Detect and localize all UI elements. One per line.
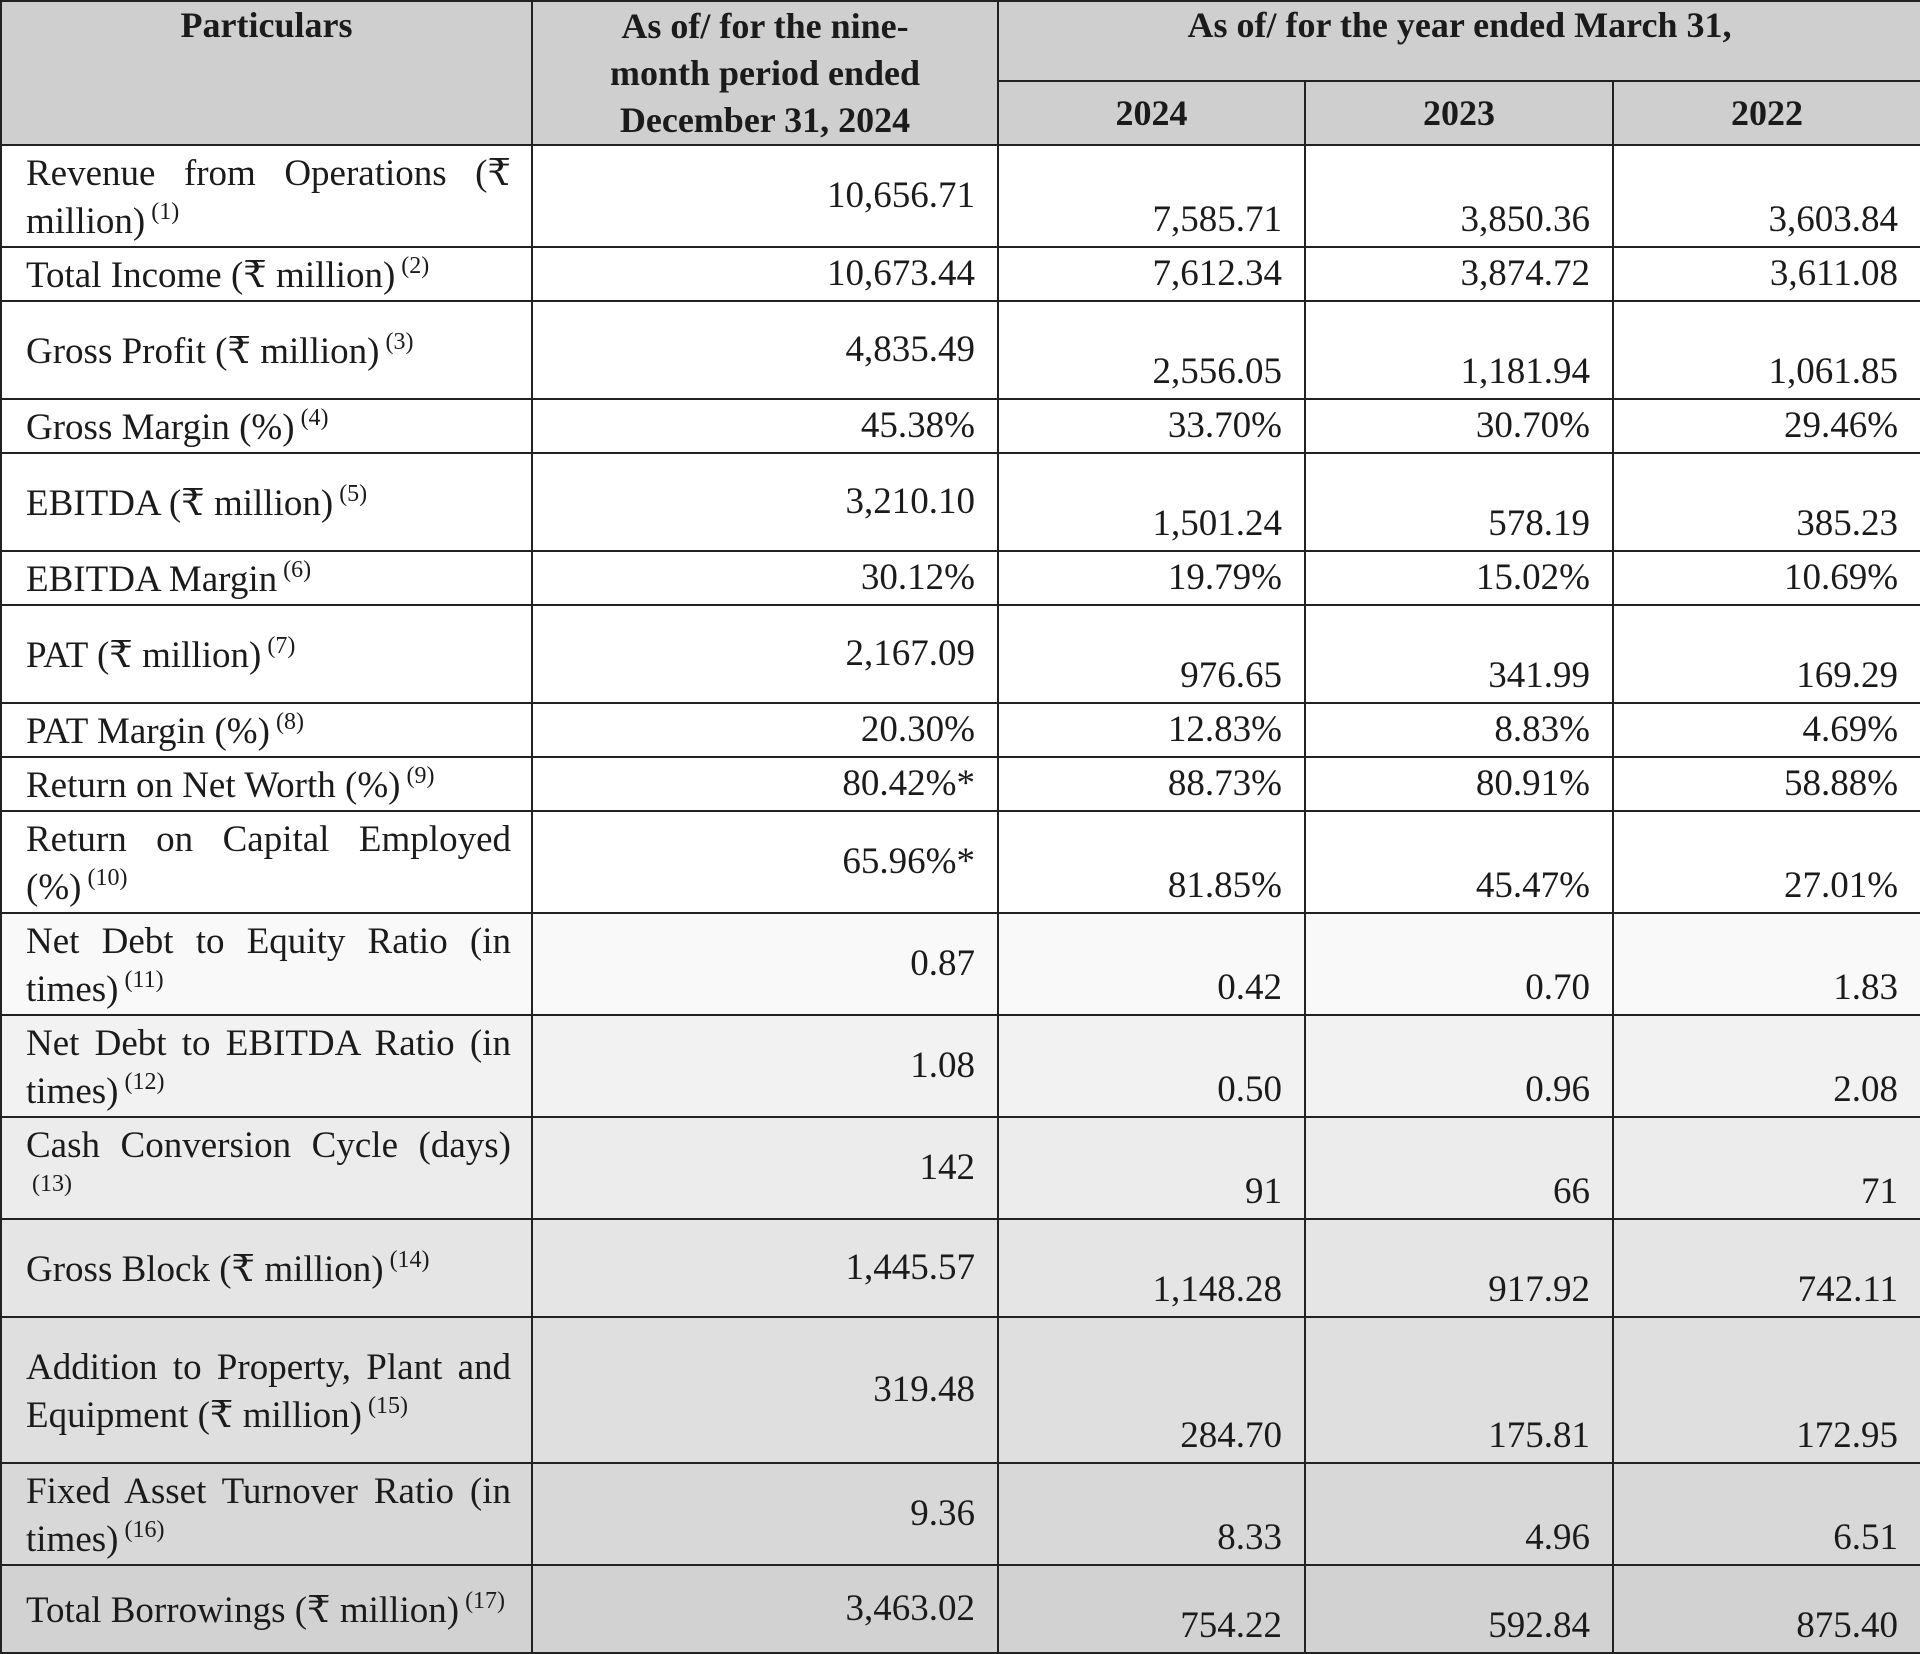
value-year-2022: 742.11 [1613, 1219, 1920, 1317]
footnote-marker: (4) [300, 405, 329, 431]
value-nine-month: 1.08 [532, 1015, 998, 1117]
table-row [1, 145, 1920, 247]
value-year-2024: 7,585.71 [998, 145, 1305, 247]
value-year-2024: 7,612.34 [998, 247, 1305, 301]
row-label-text: Addition to Property, Plant and Equipment (₹ million) [26, 1347, 511, 1436]
header-year-2023: 2023 [1305, 81, 1613, 145]
row-label-text: Total Income (₹ million) [26, 255, 396, 296]
row-label-text: Gross Profit (₹ million) [26, 331, 380, 372]
row-label-text: EBITDA Margin [26, 559, 278, 600]
value-year-2022: 27.01% [1613, 811, 1920, 913]
footnote-marker: (2) [401, 253, 430, 279]
value-year-2024: 8.33 [998, 1463, 1305, 1565]
value-nine-month: 1,445.57 [532, 1219, 998, 1317]
footnote-marker: (10) [87, 865, 128, 891]
footnote-marker: (8) [275, 709, 304, 735]
value-year-2023: 578.19 [1305, 453, 1613, 551]
value-year-2024: 33.70% [998, 399, 1305, 453]
table-row [1, 301, 1920, 399]
table-row [1, 453, 1920, 551]
value-year-2022: 71 [1613, 1117, 1920, 1219]
value-nine-month: 3,463.02 [532, 1565, 998, 1653]
row-label [1, 757, 532, 811]
value-nine-month: 10,673.44 [532, 247, 998, 301]
row-label-text: Cash Conversion Cycle (days) [26, 1125, 511, 1166]
row-label [1, 453, 532, 551]
footnote-marker: (13) [32, 1171, 72, 1197]
value-nine-month: 80.42%* [532, 757, 998, 811]
value-year-2022: 385.23 [1613, 453, 1920, 551]
row-label [1, 811, 532, 913]
value-year-2023: 175.81 [1305, 1317, 1613, 1463]
value-year-2022: 29.46% [1613, 399, 1920, 453]
value-year-2023: 1,181.94 [1305, 301, 1613, 399]
table-row [1, 1317, 1920, 1463]
value-nine-month: 20.30% [532, 703, 998, 757]
value-nine-month: 2,167.09 [532, 605, 998, 703]
value-year-2024: 2,556.05 [998, 301, 1305, 399]
row-label [1, 399, 532, 453]
value-year-2022: 4.69% [1613, 703, 1920, 757]
footnote-marker: (14) [389, 1247, 430, 1273]
value-year-2023: 0.70 [1305, 913, 1613, 1015]
row-label [1, 551, 532, 605]
value-year-2024: 0.50 [998, 1015, 1305, 1117]
row-label [1, 145, 532, 247]
value-year-2024: 284.70 [998, 1317, 1305, 1463]
value-nine-month: 3,210.10 [532, 453, 998, 551]
value-nine-month: 30.12% [532, 551, 998, 605]
row-label-text: Return on Capital Employed (%) [26, 819, 511, 908]
table-row [1, 1463, 1920, 1565]
value-year-2022: 1.83 [1613, 913, 1920, 1015]
value-year-2023: 80.91% [1305, 757, 1613, 811]
footnote-marker: (17) [465, 1588, 506, 1614]
value-year-2023: 917.92 [1305, 1219, 1613, 1317]
row-label-text: Revenue from Operations (₹ million) [26, 153, 511, 242]
value-year-2024: 19.79% [998, 551, 1305, 605]
value-year-2022: 10.69% [1613, 551, 1920, 605]
value-year-2023: 3,874.72 [1305, 247, 1613, 301]
value-year-2024: 12.83% [998, 703, 1305, 757]
value-year-2022: 172.95 [1613, 1317, 1920, 1463]
table-row [1, 1015, 1920, 1117]
row-label-text: Fixed Asset Turnover Ratio (in times) [26, 1471, 511, 1560]
row-label-text: EBITDA (₹ million) [26, 483, 334, 524]
value-year-2023: 45.47% [1305, 811, 1613, 913]
value-year-2024: 1,148.28 [998, 1219, 1305, 1317]
table-row [1, 703, 1920, 757]
value-year-2022: 875.40 [1613, 1565, 1920, 1653]
header-nine-month-period: As of/ for the nine-month period ended December 31, 2024 [532, 1, 998, 145]
row-label-text: PAT Margin (%) [26, 711, 270, 752]
value-year-2024: 754.22 [998, 1565, 1305, 1653]
header-year-2024: 2024 [998, 81, 1305, 145]
value-nine-month: 142 [532, 1117, 998, 1219]
table-row [1, 913, 1920, 1015]
table-row [1, 1565, 1920, 1653]
header-year-group: As of/ for the year ended March 31, [998, 1, 1920, 81]
footnote-marker: (12) [124, 1069, 165, 1095]
value-year-2023: 3,850.36 [1305, 145, 1613, 247]
value-year-2024: 81.85% [998, 811, 1305, 913]
footnote-marker: (11) [124, 967, 164, 993]
value-year-2024: 976.65 [998, 605, 1305, 703]
footnote-marker: (15) [367, 1393, 408, 1419]
value-nine-month: 9.36 [532, 1463, 998, 1565]
value-year-2022: 58.88% [1613, 757, 1920, 811]
footnote-marker: (5) [339, 481, 368, 507]
table-row [1, 1117, 1920, 1219]
value-year-2022: 3,603.84 [1613, 145, 1920, 247]
table-row [1, 399, 1920, 453]
table-body [1, 145, 1920, 1653]
row-label [1, 605, 532, 703]
value-nine-month: 0.87 [532, 913, 998, 1015]
value-year-2022: 6.51 [1613, 1463, 1920, 1565]
value-year-2023: 341.99 [1305, 605, 1613, 703]
value-nine-month: 4,835.49 [532, 301, 998, 399]
value-nine-month: 319.48 [532, 1317, 998, 1463]
footnote-marker: (7) [267, 633, 296, 659]
value-year-2024: 88.73% [998, 757, 1305, 811]
row-label-text: Gross Block (₹ million) [26, 1249, 384, 1290]
table-row [1, 757, 1920, 811]
value-year-2022: 1,061.85 [1613, 301, 1920, 399]
row-label [1, 1015, 532, 1117]
row-label [1, 1317, 532, 1463]
value-nine-month: 10,656.71 [532, 145, 998, 247]
footnote-marker: (16) [124, 1517, 165, 1543]
footnote-marker: (1) [151, 199, 180, 225]
row-label [1, 301, 532, 399]
header-particulars: Particulars [1, 1, 532, 145]
row-label [1, 1565, 532, 1653]
row-label [1, 703, 532, 757]
table-row [1, 1219, 1920, 1317]
value-year-2023: 0.96 [1305, 1015, 1613, 1117]
value-year-2022: 2.08 [1613, 1015, 1920, 1117]
value-nine-month: 45.38% [532, 399, 998, 453]
value-year-2023: 4.96 [1305, 1463, 1613, 1565]
value-year-2023: 66 [1305, 1117, 1613, 1219]
table-row [1, 247, 1920, 301]
value-year-2024: 1,501.24 [998, 453, 1305, 551]
header-year-2022: 2022 [1613, 81, 1920, 145]
row-label-text: Total Borrowings (₹ million) [26, 1590, 460, 1631]
value-nine-month: 65.96%* [532, 811, 998, 913]
value-year-2023: 8.83% [1305, 703, 1613, 757]
value-year-2022: 3,611.08 [1613, 247, 1920, 301]
row-label-text: Net Debt to Equity Ratio (in times) [26, 921, 511, 1010]
value-year-2023: 30.70% [1305, 399, 1613, 453]
value-year-2023: 15.02% [1305, 551, 1613, 605]
row-label [1, 1117, 532, 1219]
row-label-text: PAT (₹ million) [26, 635, 262, 676]
footnote-marker: (9) [406, 763, 435, 789]
table-row [1, 605, 1920, 703]
value-year-2022: 169.29 [1613, 605, 1920, 703]
row-label-text: Net Debt to EBITDA Ratio (in times) [26, 1023, 511, 1112]
row-label [1, 1219, 532, 1317]
footnote-marker: (3) [385, 329, 414, 355]
value-year-2024: 91 [998, 1117, 1305, 1219]
table-row [1, 811, 1920, 913]
footnote-marker: (6) [283, 557, 312, 583]
value-year-2024: 0.42 [998, 913, 1305, 1015]
row-label-text: Gross Margin (%) [26, 407, 295, 448]
row-label [1, 913, 532, 1015]
row-label-text: Return on Net Worth (%) [26, 765, 401, 806]
row-label [1, 1463, 532, 1565]
row-label [1, 247, 532, 301]
value-year-2023: 592.84 [1305, 1565, 1613, 1653]
table-row [1, 551, 1920, 605]
